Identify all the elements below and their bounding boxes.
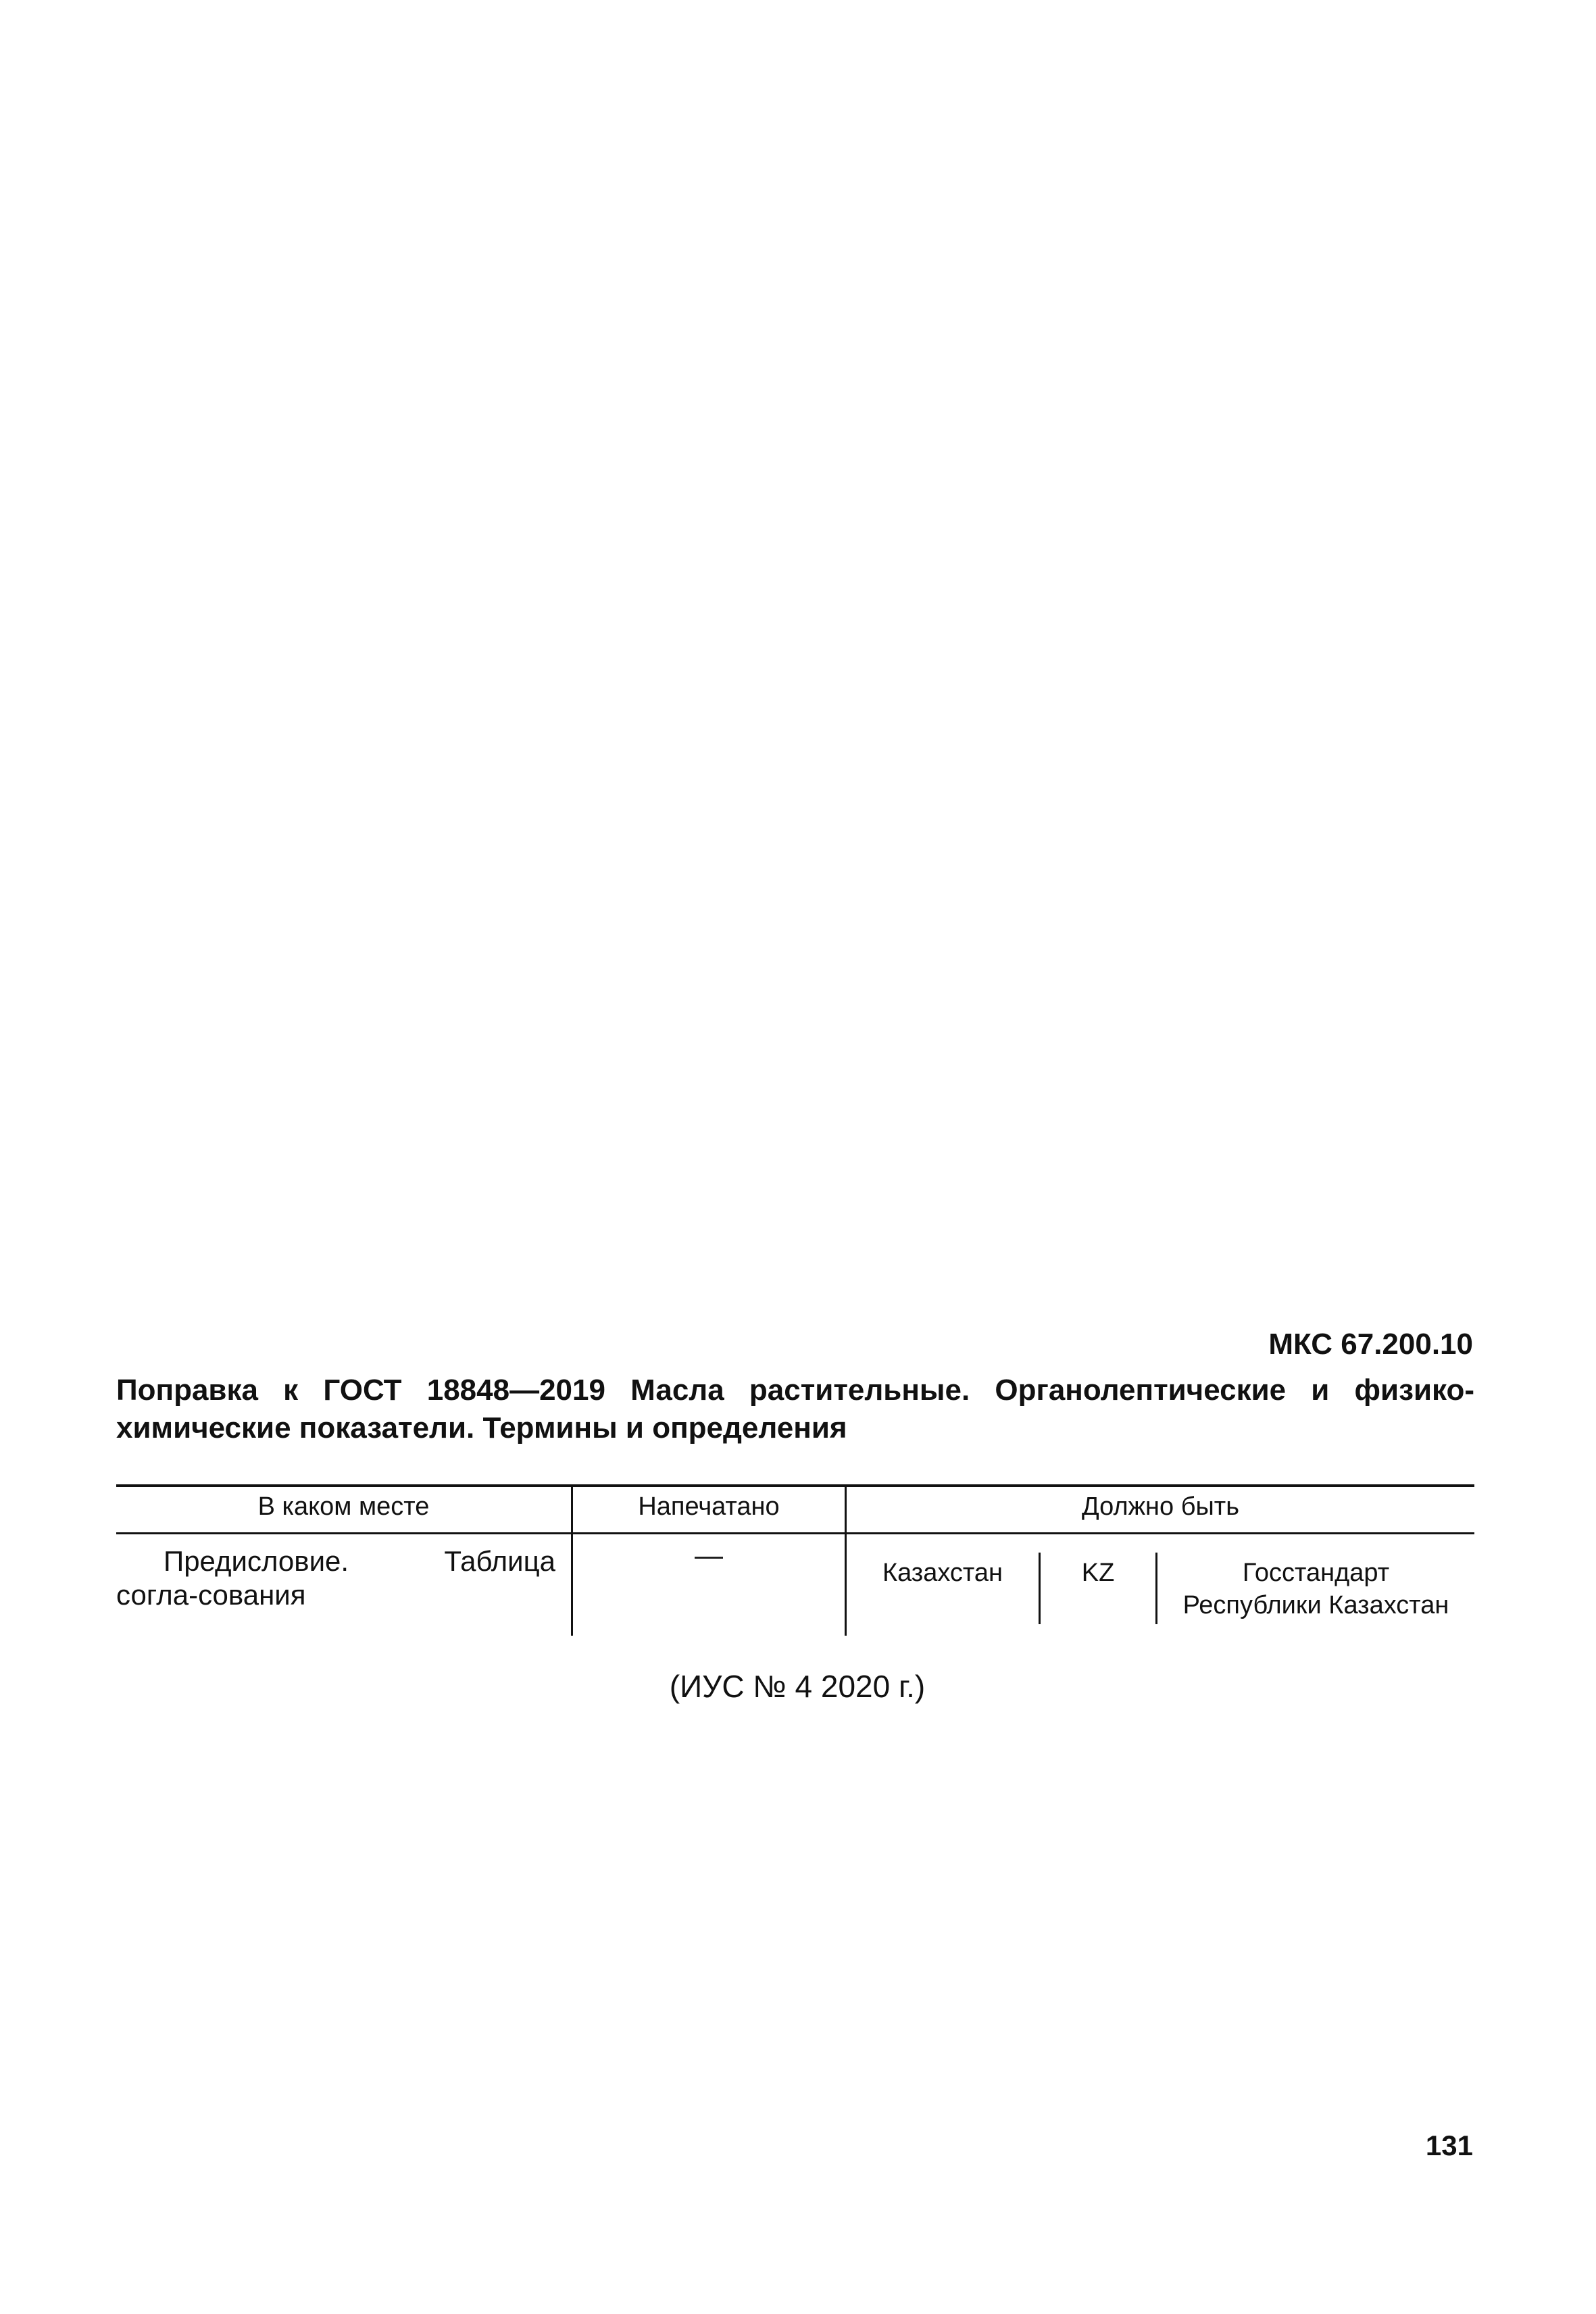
source-note: (ИУС № 4 2020 г.): [669, 1669, 926, 1704]
table-cell-standards-body: [1157, 1557, 1474, 1621]
page-number: 131: [1425, 2130, 1473, 2161]
column-header-place: В каком месте: [257, 1492, 430, 1521]
column-header-printed: Напечатано: [638, 1492, 780, 1521]
standards-body-line: Республики Казахстан: [1182, 1591, 1449, 1619]
table-header-rule: [116, 1532, 1474, 1534]
table-cell-country: Казахстан: [882, 1559, 1003, 1587]
standards-body-line: Госстандарт: [1242, 1559, 1390, 1587]
column-header-should-be: Должно быть: [1081, 1492, 1239, 1521]
table-cell-printed: —: [695, 1539, 723, 1571]
table-top-rule: [116, 1484, 1474, 1487]
amendment-title: Поправка к ГОСТ 18848—2019 Масла растительные. Органолептические и физико-химические показатели. Термины и определения: [116, 1374, 1474, 1444]
classification-code: МКС 67.200.10: [1268, 1328, 1473, 1361]
table-cell-country-code: KZ: [1081, 1559, 1115, 1587]
table-cell-place: Предисловие. Таблица согла-сования: [116, 1545, 555, 1611]
